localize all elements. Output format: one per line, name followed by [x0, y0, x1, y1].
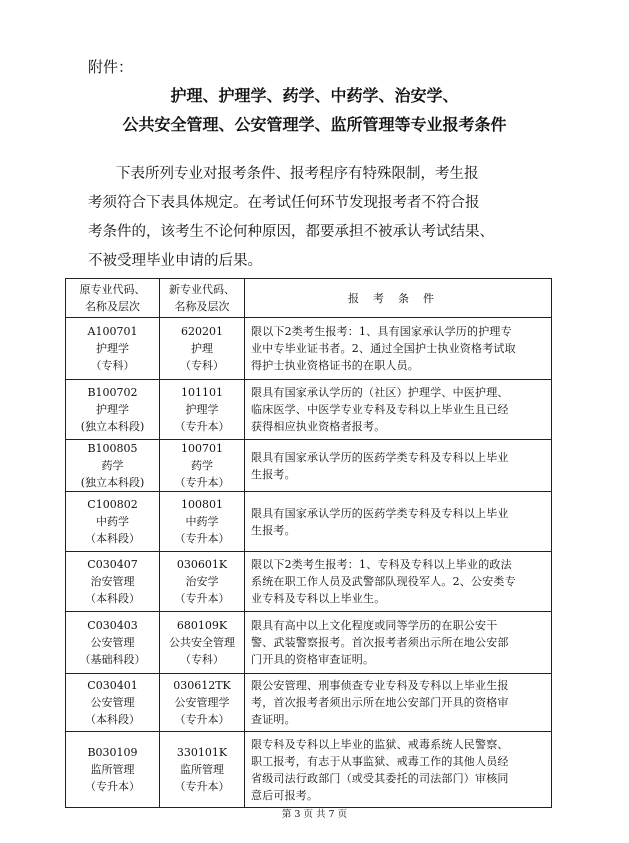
intro-paragraph	[88, 160, 558, 276]
new-major-cell: 100701 药学 （专升本）	[160, 440, 245, 492]
new-major-cell: 030612TK 公安管理学 （专升本）	[160, 674, 245, 732]
header-new-major: 新专业代码、 名称及层次	[160, 279, 245, 318]
old-major-cell: C030401 公安管理 （本科段）	[66, 674, 160, 732]
old-major-cell: C100802 中药学 （本科段）	[66, 492, 160, 552]
condition-cell: 限具有国家承认学历的医药学类专科及专科以上毕业 生报考。	[245, 440, 552, 492]
intro-line: 下表所列专业对报考条件、报考程序有特殊限制，考生报	[116, 166, 479, 182]
table-row	[66, 380, 552, 440]
intro-line: 不被受理毕业申请的后果。	[88, 253, 262, 269]
condition-cell: 限以下2类考生报考：1、专科及专科以上毕业的政法 系统在职工作人员及武警部队现役军人。2、公安类专 业专科及专科以上毕业生。	[245, 552, 552, 612]
condition-cell: 限公安管理、刑事侦查专业专科及专科以上毕业生报 考，首次报考者须出示所在地公安部门开具的资格审 查证明。	[245, 674, 552, 732]
page-number: 第 3 页 共 7 页	[281, 809, 348, 820]
condition-cell: 限具有国家承认学历的（社区）护理学、中医护理、 临床医学、中医学专业专科及专科以上毕业生且已经 获得相应执业资格者报考。	[245, 380, 552, 440]
document-title-line-2: 公共安全管理、公安管理学、监所管理等专业报考条件	[122, 115, 507, 134]
old-major-cell: C030407 治安管理 （本科段）	[66, 552, 160, 612]
condition-cell: 限具有国家承认学历的医药学类专科及专科以上毕业 生报考。	[245, 492, 552, 552]
table-row	[66, 674, 552, 732]
table-row	[66, 318, 552, 380]
table-header-row	[66, 279, 552, 318]
old-major-cell: B100805 药学 (独立本科段)	[66, 440, 160, 492]
new-major-cell: 030601K 治安学 （专升本）	[160, 552, 245, 612]
attachment-label: 附件：	[88, 58, 134, 76]
header-conditions: 报考条件	[245, 279, 552, 318]
table-row	[66, 732, 552, 808]
table-row	[66, 492, 552, 552]
new-major-cell: 620201 护理 （专科）	[160, 318, 245, 380]
old-major-cell: A100701 护理学 （专科）	[66, 318, 160, 380]
table-row	[66, 552, 552, 612]
condition-cell: 限专科及专科以上毕业的监狱、戒毒系统人民警察、 职工报考，有志于从事监狱、戒毒工作的其他人员经 省级司法行政部门（或受其委托的司法部门）审核同 意后可报考。	[245, 732, 552, 808]
old-major-cell: B100702 护理学 (独立本科段)	[66, 380, 160, 440]
conditions-table	[65, 278, 552, 808]
document-title-line-1: 护理、护理学、药学、中药学、治安学、	[170, 86, 459, 105]
table-row	[66, 440, 552, 492]
header-old-major: 原专业代码、 名称及层次	[66, 279, 160, 318]
intro-line: 考须符合下表具体规定。在考试任何环节发现报考者不符合报	[88, 195, 480, 211]
intro-line: 考条件的，该考生不论何种原因，都要承担不被承认考试结果、	[88, 224, 494, 240]
old-major-cell: B030109 监所管理 （专升本）	[66, 732, 160, 808]
new-major-cell: 680109K 公共安全管理 （专科）	[160, 612, 245, 674]
old-major-cell: C030403 公安管理 （基础科段）	[66, 612, 160, 674]
condition-cell: 限以下2类考生报考：1、具有国家承认学历的护理专 业中专毕业证书者。2、通过全国护士执业资格考试取 得护士执业资格证书的在职人员。	[245, 318, 552, 380]
table-row	[66, 612, 552, 674]
condition-cell: 限具有高中以上文化程度或同等学历的在职公安干 警、武装警察报考。首次报考者须出示所在地公安部 门开具的资格审查证明。	[245, 612, 552, 674]
new-major-cell: 330101K 监所管理 （专升本）	[160, 732, 245, 808]
new-major-cell: 101101 护理学 （专升本）	[160, 380, 245, 440]
new-major-cell: 100801 中药学 （专升本）	[160, 492, 245, 552]
